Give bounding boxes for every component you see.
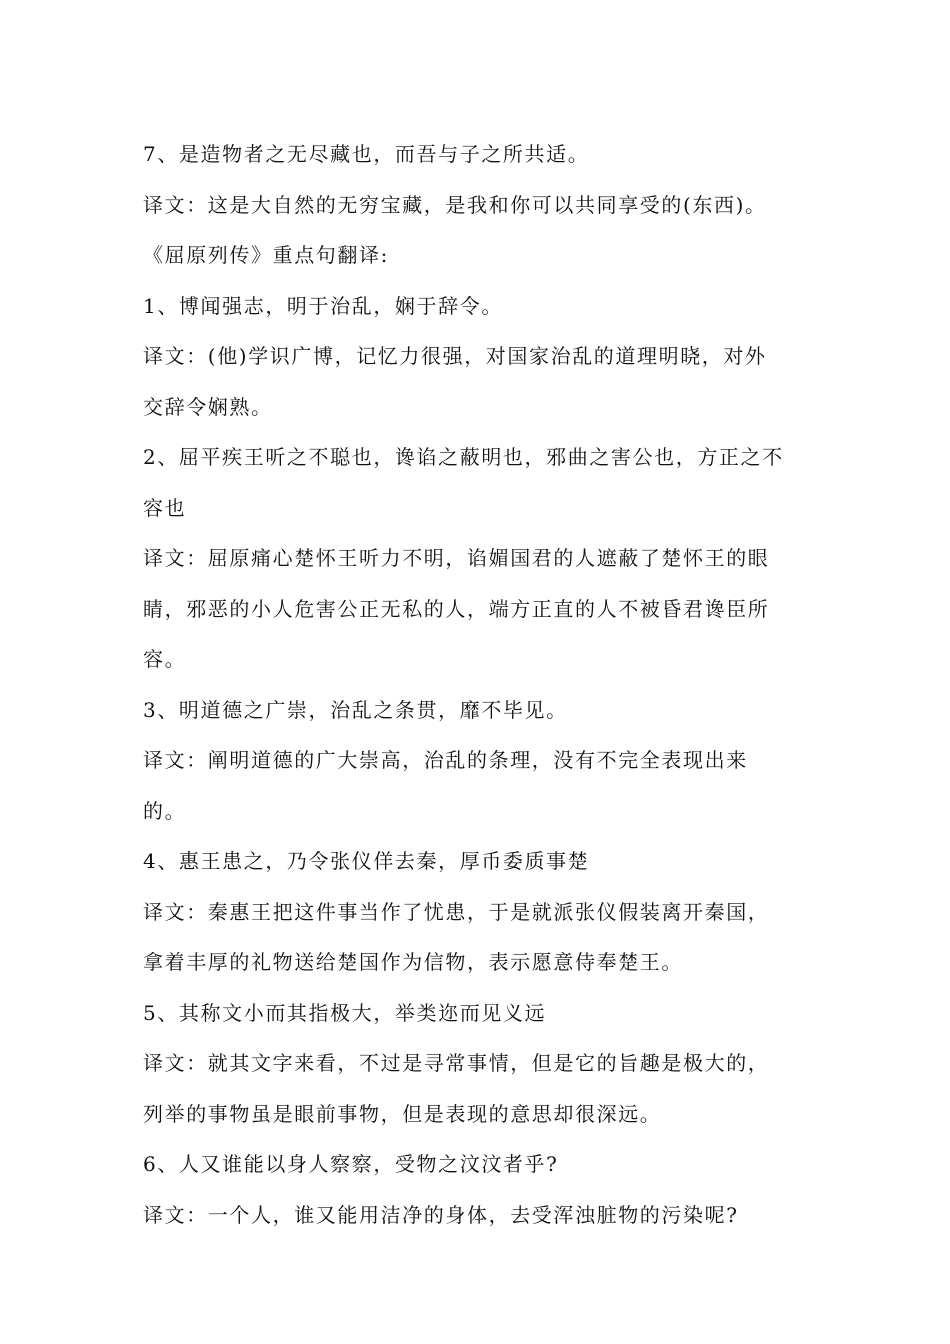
text-line: 译文：秦惠王把这件事当作了忧患，于是就派张仪假装离开秦国， [143, 899, 770, 924]
paragraph-item-7 [143, 129, 808, 180]
text-line: 译文：一个人，谁又能用洁净的身体，去受浑浊脏物的污染呢? [143, 1202, 739, 1227]
paragraph-translation-5 [143, 1038, 808, 1139]
section-heading [143, 230, 808, 281]
text-line: 容。 [143, 647, 187, 671]
paragraph-translation-1 [143, 331, 808, 432]
paragraph-translation-6 [143, 1190, 808, 1241]
text-line: 5、其称文小而其指极大，举类迩而见义远 [143, 1000, 547, 1025]
text-line: 2、屈平疾王听之不聪也，谗谄之蔽明也，邪曲之害公也，方正之不 [143, 445, 784, 469]
text-line: 交辞令娴熟。 [143, 394, 273, 419]
paragraph-translation-2 [143, 533, 808, 685]
text-line: 译文：就其文字来看，不过是寻常事情，但是它的旨趣是极大的， [143, 1051, 770, 1075]
text-line: 《屈原列传》重点句翻译: [143, 243, 389, 267]
paragraph-item-6 [143, 1139, 808, 1190]
paragraph-item-4 [143, 836, 808, 887]
text-line: 睛，邪恶的小人危害公正无私的人，端方正直的人不被昏君谗臣所 [143, 596, 770, 621]
paragraph-item-1 [143, 281, 808, 332]
paragraph-item-2 [143, 432, 808, 533]
text-line: 6、人又谁能以身人察察，受物之汶汶者乎? [143, 1152, 559, 1176]
text-line: 4、惠王患之，乃令张仪佯去秦，厚币委质事楚 [143, 849, 590, 873]
text-line: 1、博闻强志，明于治乱，娴于辞令。 [143, 293, 503, 318]
paragraph-item-3 [143, 685, 808, 736]
text-line: 列举的事物虽是眼前事物，但是表现的意思却很深远。 [143, 1101, 662, 1126]
text-line: 拿着丰厚的礼物送给楚国作为信物，表示愿意侍奉楚王。 [143, 950, 683, 974]
text-line: 译文：屈原痛心楚怀王听力不明，谄媚国君的人遮蔽了楚怀王的眼 [143, 546, 770, 570]
paragraph-item-5 [143, 988, 808, 1039]
text-line: 容也 [143, 495, 187, 520]
paragraph-translation-3 [143, 735, 808, 836]
text-line: 译文：阐明道德的广大崇高，治乱的条理，没有不完全表现出来 [143, 748, 748, 772]
text-line: 译文：(他)学识广博，记忆力很强，对国家治乱的道理明晓，对外 [143, 344, 767, 368]
text-line: 7、是造物者之无尽藏也，而吾与子之所共适。 [143, 142, 590, 166]
text-line: 3、明道德之广崇，治乱之条贯，靡不毕见。 [143, 697, 568, 722]
text-line: 的。 [143, 798, 187, 823]
document-body [143, 129, 808, 1240]
paragraph-translation-4 [143, 887, 808, 988]
paragraph-translation-7 [143, 180, 808, 231]
text-line: 译文：这是大自然的无穷宝藏，是我和你可以共同享受的(东西)。 [143, 192, 767, 217]
